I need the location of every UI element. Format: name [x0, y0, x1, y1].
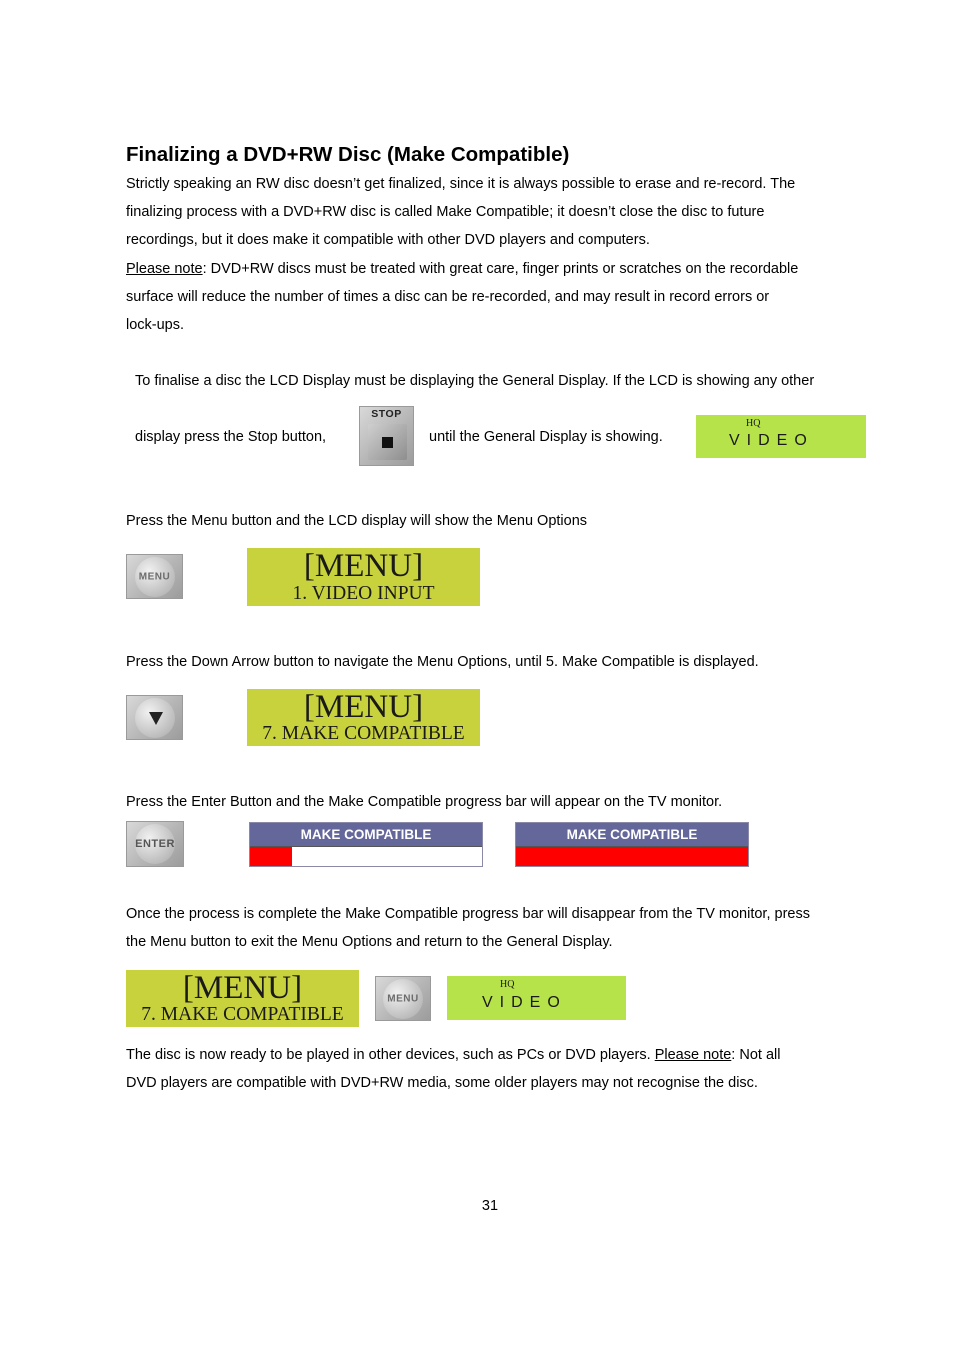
intro-line: recordings, but it does make it compatible with other DVD players and computers. [126, 232, 650, 249]
stop-label: STOP [371, 408, 402, 420]
please-note-label: Please note [126, 260, 203, 277]
lcd-menu-make-compatible [247, 689, 480, 746]
step5-line: Once the process is complete the Make Compatible progress bar will disappear from the TV monitor, press [126, 906, 810, 922]
menu-button-final [375, 976, 431, 1021]
lcd-menu-video-input [247, 548, 480, 606]
final-line [126, 1041, 866, 1069]
lcd-video: VIDEO [482, 994, 567, 1011]
step1-line1: To finalise a disc the LCD Display must be displaying the General Display. If the LCD is showing any other [135, 373, 815, 389]
progress-bar-partial [249, 822, 483, 867]
lcd-menu-title: [MENU] [182, 970, 303, 1006]
lcd-menu-item: 1. VIDEO INPUT [292, 583, 435, 604]
down-arrow-icon [149, 712, 163, 725]
lcd-hq: HQ [746, 418, 761, 429]
step5-line: the Menu button to exit the Menu Options and return to the General Display. [126, 934, 613, 951]
note-line: surface will reduce the number of times a disc can be re-recorded, and may result in record errors or [126, 288, 770, 305]
lcd-hq: HQ [500, 979, 515, 990]
intro-paragraph [126, 170, 866, 339]
lcd-menu-item: 7. MAKE COMPATIBLE [262, 723, 465, 744]
step3-text: Press the Down Arrow button to navigate the Menu Options, until 5. Make Compatible is displayed. [126, 654, 759, 670]
step4-text: Press the Enter Button and the Make Compatible progress bar will appear on the TV monitor. [126, 794, 723, 810]
lcd-menu-title: [MENU] [303, 689, 424, 725]
menu-button-label: MENU [387, 993, 419, 1004]
progress-bar-complete [515, 822, 749, 867]
step5-paragraph [126, 900, 866, 956]
page-number: 31 [481, 1198, 499, 1214]
menu-button [126, 554, 183, 599]
down-arrow-button [126, 695, 183, 740]
enter-button-label: ENTER [135, 838, 175, 850]
progress-fill [516, 847, 748, 866]
note-line: lock-ups. [126, 317, 185, 334]
final-line: DVD players are compatible with DVD+RW media, some older players may not recognise the disc. [126, 1075, 758, 1092]
lcd-video: VIDEO [729, 432, 814, 449]
final-paragraph [126, 1041, 866, 1097]
final-text-b: : Not all [731, 1047, 781, 1063]
progress-track [516, 846, 748, 866]
lcd-menu-item: 7. MAKE COMPATIBLE [141, 1004, 344, 1025]
section-heading: Finalizing a DVD+RW Disc (Make Compatible) [126, 143, 570, 166]
note-text: : DVD+RW discs must be treated with great care, finger prints or scratches on the recordable [202, 260, 799, 277]
step1-line2b: until the General Display is showing. [429, 429, 663, 445]
note-line [126, 255, 866, 283]
step2-text: Press the Menu button and the LCD display will show the Menu Options [126, 513, 588, 529]
progress-fill [250, 847, 292, 866]
enter-button [126, 821, 184, 867]
progress-track [250, 846, 482, 866]
please-note-label: Please note [654, 1047, 732, 1063]
lcd-general-display [696, 415, 866, 458]
step1-line2a: display press the Stop button, [135, 429, 327, 445]
lcd-menu-title: [MENU] [303, 548, 424, 584]
intro-line: finalizing process with a DVD+RW disc is called Make Compatible; it doesn’t close the disc to future [126, 204, 765, 221]
menu-button-label: MENU [138, 571, 171, 582]
lcd-general-display-final [447, 976, 626, 1020]
stop-icon [368, 424, 407, 460]
final-text-a: The disc is now ready to be played in other devices, such as PCs or DVD players. [126, 1047, 655, 1063]
progress-title: MAKE COMPATIBLE [250, 823, 482, 846]
intro-line: Strictly speaking an RW disc doesn’t get finalized, since it is always possible to erase and re-record. The [126, 176, 796, 192]
lcd-menu-make-compatible-final [126, 970, 359, 1027]
progress-title: MAKE COMPATIBLE [516, 823, 748, 846]
stop-button [359, 406, 414, 466]
